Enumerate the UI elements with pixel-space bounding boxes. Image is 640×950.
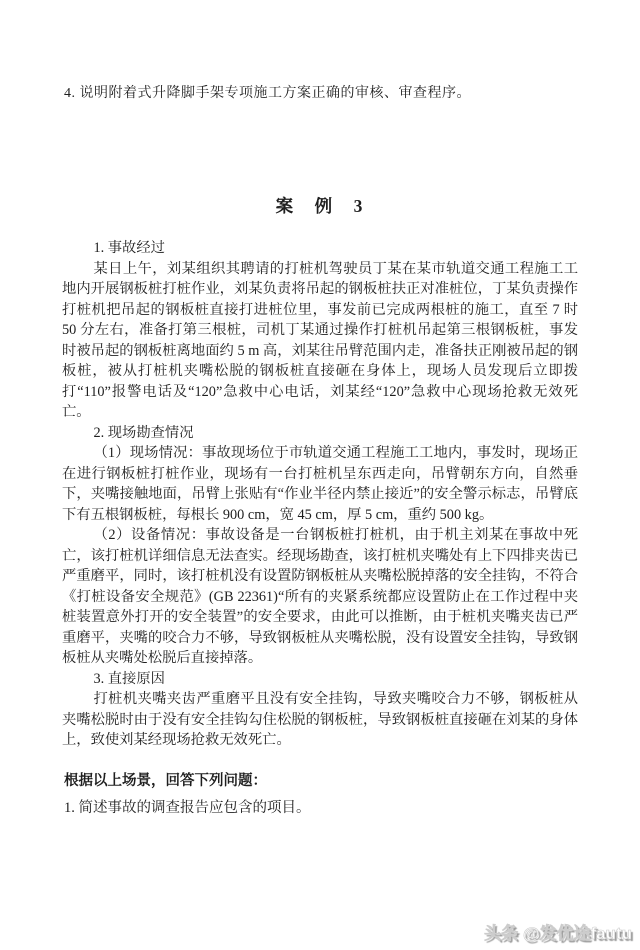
watermark-toutiao: 头条 @发优途fautu: [484, 924, 632, 943]
case-title: 案 例 3: [275, 196, 365, 216]
body-paragraph-direct-cause: 打桩机夹嘴夹齿严重磨平且没有安全挂钩，导致夹嘴咬合力不够，钢板桩从夹嘴松脱时由于没有安全挂钩勾住松脱的钢板桩，导致钢板桩直接砸在刘某的身体上，致使刘某经现场抢救无效死亡。: [62, 691, 578, 748]
question-item-1: 1. 简述事故的调查报告应包含的项目。: [64, 799, 311, 816]
body-paragraph-accident-course: 某日上午，刘某组织其聘请的打桩机驾驶员丁某在某市轨道交通工程施工工地内开展钢板桩打桩作业，刘某负责将吊起的钢板桩扶正对准桩位，丁某负责操作打桩机把吊起的钢板桩直接打进桩位里，事发前已完成两根桩的施工，直至 7 时 50 分左右，准备打第三根桩，司机丁某通过操作打桩机吊起第三根钢板桩，事发时被吊起的钢板桩离地面约 5 m 高，刘某往吊臂范围内走，准备扶正刚被吊起的钢板桩，被从打桩机夹嘴松脱的钢板桩直接砸在身体上，现场人员发现后立即拨打“110”报警电话及“120”急救中心电话，刘某经“120”急救中心现场抢救无效死亡。: [62, 260, 578, 420]
section-heading-site-survey: 2. 现场勘查情况: [93, 424, 194, 441]
case-body: [62, 238, 578, 751]
section-heading-direct-cause: 3. 直接原因: [93, 670, 165, 687]
section-heading-accident-course: 1. 事故经过: [93, 240, 165, 256]
questions-prompt: 根据以上场景，回答下列问题：: [64, 772, 267, 789]
body-paragraph-site-situation: （1）现场情况：事故现场位于市轨道交通工程施工工地内，事发时，现场正在进行钢板桩打桩作业，现场有一台打桩机呈东西走向，吊臂朝东方向，自然垂下，夹嘴接触地面，吊臂上张贴有“作业半径内禁止接近”的安全警示标志，吊臂底下有五根钢板桩，每根长 900 cm，宽 45 cm，厚 5 cm，重约 500 kg。: [62, 445, 578, 523]
prior-question-item-4: 4. 说明附着式升降脚手架专项施工方案正确的审核、审查程序。: [64, 86, 471, 101]
body-paragraph-equipment-situation: （2）设备情况：事故设备是一台钢板桩打桩机，由于机主刘某在事故中死亡，该打桩机详细信息无法查实。经现场勘查，该打桩机夹嘴处有上下四排夹齿已严重磨平，同时，该打桩机没有设置防钢板桩从夹嘴松脱掉落的安全挂钩，不符合《打桩设备安全规范》(GB 22361)“所有的夹紧系统都应设置防止在工作过程中夹桩装置意外打开的安全装置”的安全要求，由此可以推断，由于桩机夹嘴夹齿已严重磨平，夹嘴的咬合力不够，导致钢板桩从夹嘴松脱，没有设置安全挂钩，导致钢板桩从夹嘴处松脱后直接掉落。: [62, 527, 578, 666]
